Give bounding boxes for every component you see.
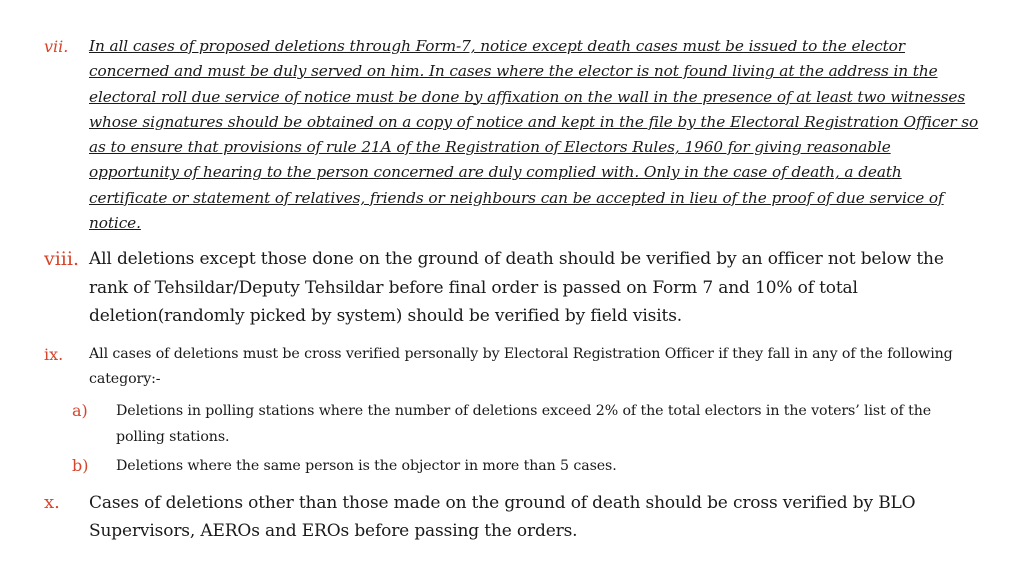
item-ix-text: All cases of deletions must be cross verified personally by Electoral Registration Officer if they fall in any of the following category:-	[89, 346, 953, 387]
subitem-a-label: a)	[72, 401, 88, 420]
item-x-numeral: x.	[44, 492, 60, 513]
item-ix-subitem-b	[44, 453, 984, 479]
item-vii	[44, 34, 984, 236]
item-viii-text: All deletions except those done on the ground of death should be verified by an officer not below the rank of Tehsildar/Deputy Tehsildar before final order is passed on Form 7 and 10% of total deletion(randomly picked by system) should be verified by field visits.	[89, 249, 944, 326]
item-ix	[44, 342, 984, 392]
subitem-a-text: Deletions in polling stations where the number of deletions exceed 2% of the total electors in the voters’ list of the polling stations.	[116, 403, 932, 445]
item-vii-numeral: vii.	[44, 37, 69, 56]
subitem-b-label: b)	[72, 456, 89, 475]
item-ix-numeral: ix.	[44, 345, 64, 364]
item-vii-text: In all cases of proposed deletions through Form-7, notice except death cases must be issued to the elector concerned and must be duly served on him. In cases where the elector is not found living at the address in the electoral roll due service of notice must be done by affixation on the wall in the presence of at least two witnesses whose signatures should be obtained on a copy of notice and kept in the file by the Electoral Registration Officer so as to ensure that provisions of rule 21A of the Registration of Electors Rules, 1960 for giving reasonable opportunity of hearing to the person concerned are duly complied with. Only in the case of death, a death certificate or statement of relatives, friends or neighbours can be accepted in lieu of the proof of due service of notice.	[89, 37, 979, 233]
item-viii-numeral: viii.	[44, 248, 80, 270]
item-x	[44, 489, 984, 545]
subitem-b-text: Deletions where the same person is the objector in more than 5 cases.	[116, 458, 617, 474]
item-x-text: Cases of deletions other than those made on the ground of death should be cross verified by BLO Supervisors, AEROs and EROs before passing the orders.	[89, 493, 916, 541]
item-ix-subitem-a	[44, 398, 984, 450]
item-viii	[44, 245, 984, 331]
